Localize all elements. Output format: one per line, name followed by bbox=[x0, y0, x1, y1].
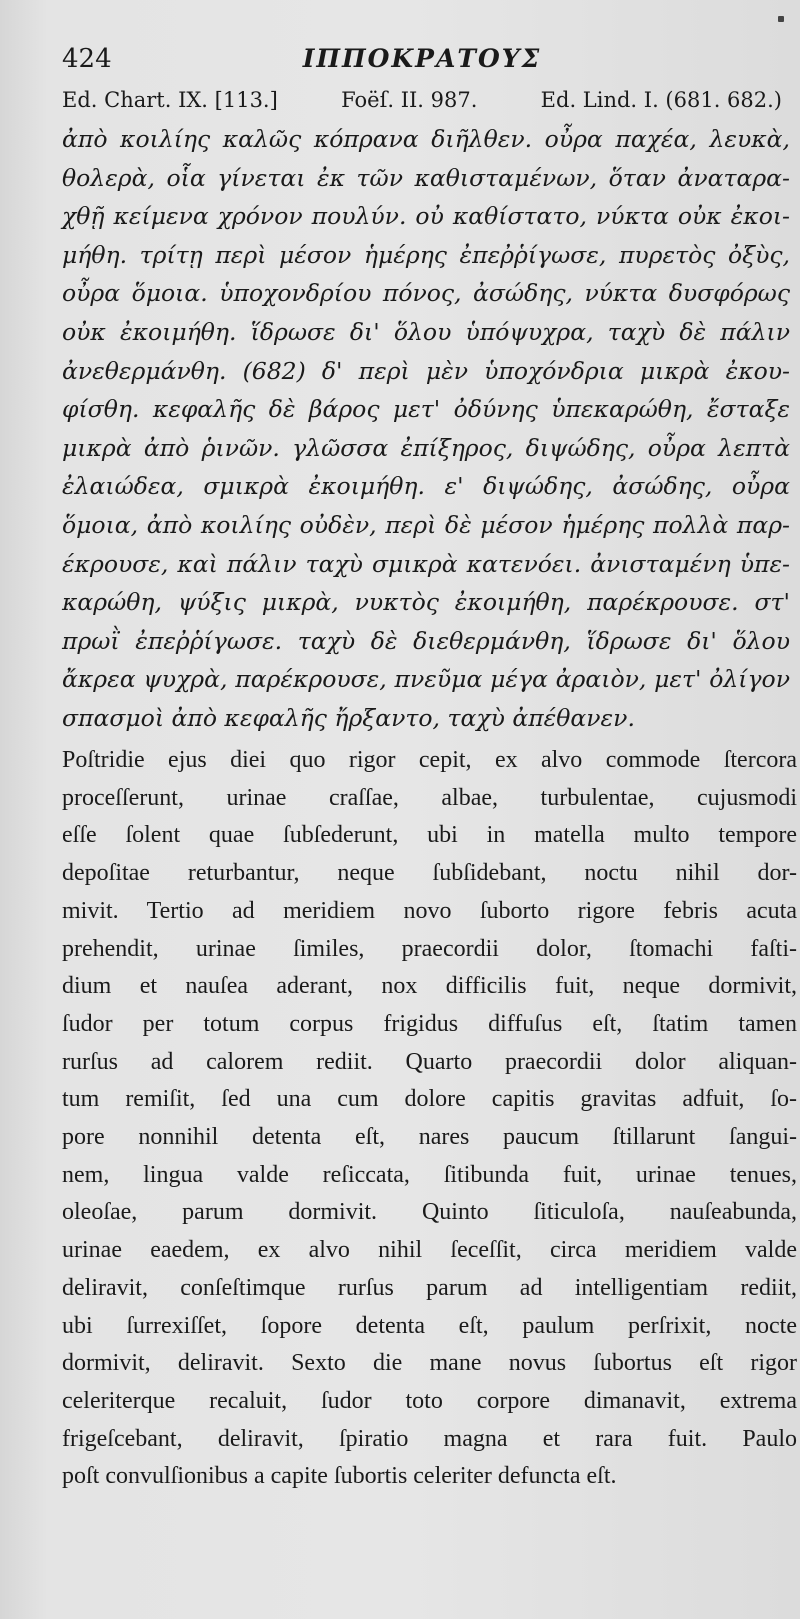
latin-line: pore nonnihil detenta eſt, nares paucum ſtillarunt ſangui- bbox=[62, 1124, 797, 1151]
greek-line: ἄκρεα ψυχρὰ, παρέκρουσε, πνεῦμα μέγα ἀραιὸν, μετ' ὀλίγον bbox=[62, 665, 790, 694]
running-head bbox=[62, 40, 782, 84]
latin-line: frigeſcebant, deliravit, ſpiratio magna et rara fuit. Paulo bbox=[62, 1425, 797, 1452]
latin-line: urinae eaedem, ex alvo nihil ſeceſſit, circa meridiem valde bbox=[62, 1237, 797, 1264]
greek-line: έκρουσε, καὶ πάλιν ταχὺ σμικρὰ κατενόει. ἀνισταμένη ὑπε- bbox=[62, 549, 790, 578]
latin-line: Poſtridie ejus diei quo rigor cepit, ex alvo commode ſtercora bbox=[62, 747, 797, 773]
edition-ref-lind: Ed. Lind. I. (681. 682.) bbox=[540, 88, 782, 112]
latin-line: dium et nauſea aderant, nox difficilis fuit, neque dormivit, bbox=[62, 973, 797, 1000]
greek-line: ὅμοια, ἀπὸ κοιλίης οὐδὲν, περὶ δὲ μέσον ἡμέρης πολλὰ παρ- bbox=[62, 510, 790, 539]
greek-line: ἐλαιώδεα, σμικρὰ ἐκοιμήθη. ε' διψώδης, ἀσώδης, οὖρα bbox=[62, 472, 790, 501]
latin-line: ſudor per totum corpus frigidus diffuſus eſt, ſtatim tamen bbox=[62, 1010, 797, 1037]
greek-line: ἀνεθερμάνθη. (682) δ' περὶ μὲν ὑποχόνδρια μικρὰ ἐκου- bbox=[62, 356, 790, 385]
greek-line: οὐκ ἐκοιμήθη. ἵδρωσε δι' ὅλου ὑπόψυχρα, ταχὺ δὲ πάλιν bbox=[62, 317, 790, 346]
greek-line: φίσθη. κεφαλῆς δὲ βάρος μετ' ὀδύνης ὑπεκαρώθη, ἔσταξε bbox=[62, 395, 790, 424]
greek-line: μικρὰ ἀπὸ ῥινῶν. γλῶσσα ἐπίξηρος, διψώδης, οὖρα λεπτὰ bbox=[62, 433, 790, 462]
latin-line: celeriterque recaluit, ſudor toto corpore dimanavit, extrema bbox=[62, 1387, 797, 1414]
latin-line: dormivit, deliravit. Sexto die mane novus ſubortus eſt rigor bbox=[62, 1350, 797, 1377]
running-title: ΙΠΠΟΚΡΑΤΟΥΣ bbox=[302, 44, 542, 73]
edition-references bbox=[62, 88, 782, 112]
latin-line: tum remiſit, ſed una cum dolore capitis gravitas adfuit, ſo- bbox=[62, 1086, 797, 1113]
latin-line: depoſitae returbantur, neque ſubſidebant, noctu nihil dor- bbox=[62, 860, 797, 887]
greek-line: μήθη. τρίτῃ περὶ μέσον ἡμέρης ἐπεῤῥίγωσε, πυρετὸς ὀξὺς, bbox=[62, 240, 790, 269]
page-number: 424 bbox=[62, 44, 112, 74]
latin-text-block bbox=[62, 742, 797, 1496]
latin-line: ubi ſurrexiſſet, ſopore detenta eſt, paulum perſrixit, nocte bbox=[62, 1312, 797, 1339]
latin-line: oleoſae, parum dormivit. Quinto ſiticuloſa, nauſeabunda, bbox=[62, 1199, 797, 1226]
latin-line: proceſſerunt, urinae craſſae, albae, turbulentae, cujusmodi bbox=[62, 784, 797, 811]
greek-line: σπασμοὶ ἀπὸ κεφαλῆς ἤρξαντο, ταχὺ ἀπέθανεν. bbox=[62, 703, 635, 732]
greek-line: οὖρα ὅμοια. ὑποχονδρίου πόνος, ἀσώδης, νύκτα δυσφόρως bbox=[62, 279, 790, 308]
greek-line: καρώθη, ψύξις μικρὰ, νυκτὸς ἐκοιμήθη, παρέκρουσε. στ' bbox=[62, 588, 790, 617]
greek-line: ἀπὸ κοιλίης καλῶς κόπρανα διῆλθεν. οὖρα παχέα, λευκὰ, bbox=[62, 125, 790, 153]
latin-line: poſt convulſionibus a capite ſubortis celeriter defuncta eſt. bbox=[62, 1463, 617, 1490]
edition-ref-foes: Foëſ. II. 987. bbox=[341, 88, 478, 112]
corner-mark bbox=[778, 16, 784, 22]
latin-line: deliravit, conſeſtimque rurſus parum ad intelligentiam rediit, bbox=[62, 1274, 797, 1301]
latin-line: eſſe ſolent quae ſubſederunt, ubi in matella multo tempore bbox=[62, 822, 797, 849]
latin-line: nem, lingua valde reſiccata, ſitibunda fuit, urinae tenues, bbox=[62, 1161, 797, 1188]
greek-text-block bbox=[62, 120, 790, 738]
greek-line: θολερὰ, οἷα γίνεται ἐκ τῶν καθισταμένων, ὅταν ἀναταρα- bbox=[62, 163, 790, 192]
latin-line: mivit. Tertio ad meridiem novo ſuborto rigore febris acuta bbox=[62, 897, 797, 924]
latin-line: rurſus ad calorem rediit. Quarto praecordii dolor aliquan- bbox=[62, 1048, 797, 1075]
edition-ref-chart: Ed. Chart. IX. [113.] bbox=[62, 88, 278, 112]
latin-line: prehendit, urinae ſimiles, praecordii dolor, ſtomachi faſti- bbox=[62, 935, 797, 962]
greek-line: πρωῒ ἐπεῤῥίγωσε. ταχὺ δὲ διεθερμάνθη, ἵδρωσε δι' ὅλου bbox=[62, 626, 790, 655]
greek-line: χθῇ κείμενα χρόνον πουλύν. οὐ καθίστατο, νύκτα οὐκ ἐκοι- bbox=[62, 202, 790, 231]
